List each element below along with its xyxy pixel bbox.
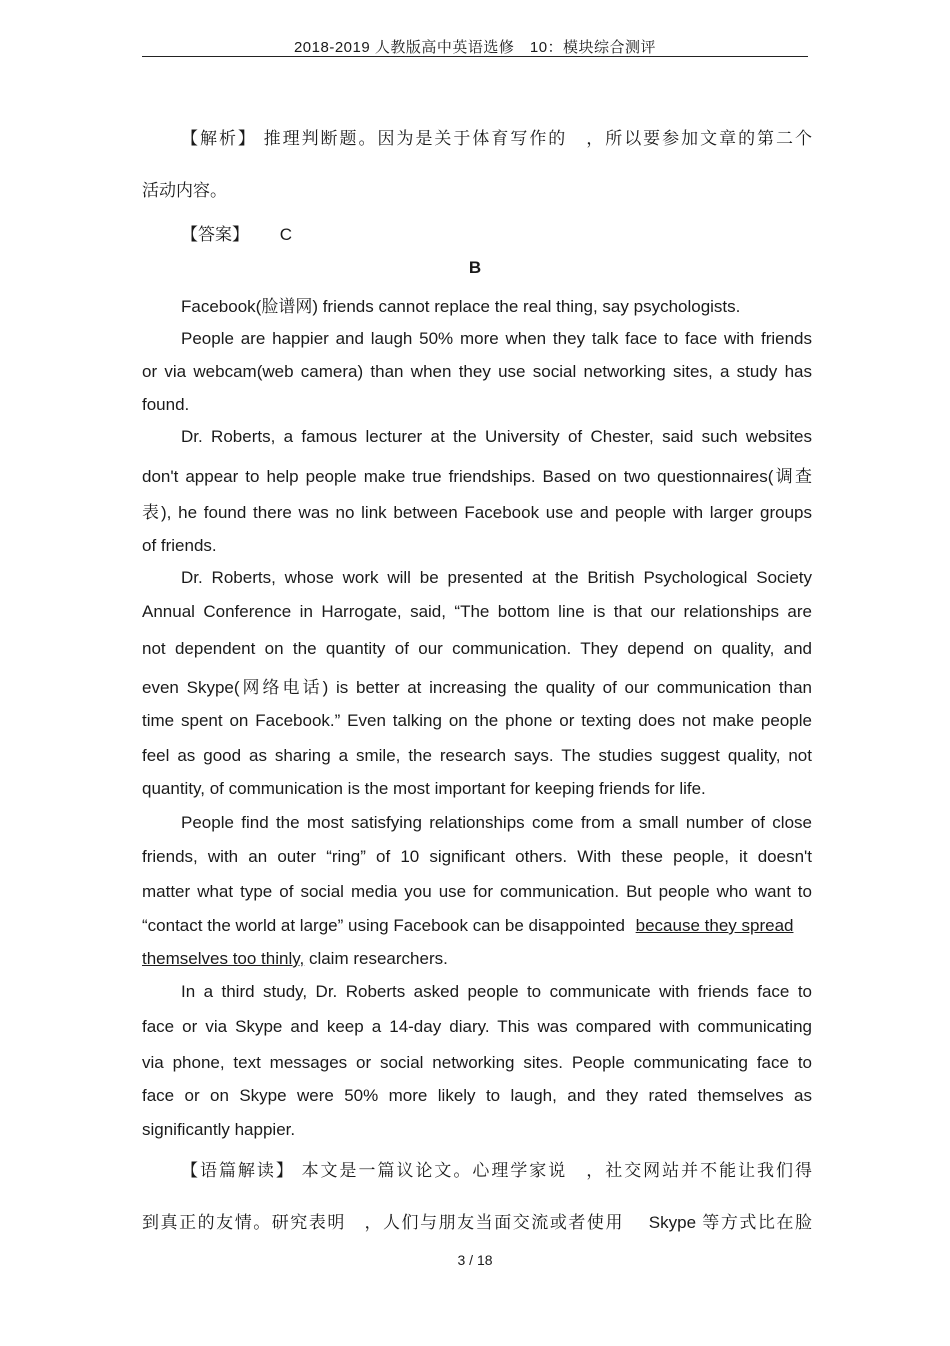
reading-label: 【语篇解读】 xyxy=(181,1161,295,1180)
reading-line-2: 到真正的友情。研究表明 ，人们与朋友当面交流或者使用 Skype 等方式比在脸 xyxy=(142,1213,812,1232)
passage-line: significantly happier. xyxy=(142,1120,296,1139)
passage-line: Dr. Roberts, whose work will be presented at the British Psychological Society xyxy=(181,568,812,587)
reading-line-1 xyxy=(181,1156,812,1181)
passage-line: 表), he found there was no link between Facebook use and people with larger groups xyxy=(142,503,812,522)
passage-line: face or on Skype were 50% more likely to laugh, and they rated themselves as xyxy=(142,1086,812,1105)
passage-line: don't appear to help people make true friendships. Based on two questionnaires(调查 xyxy=(142,467,812,486)
passage-line: Annual Conference in Harrogate, said, “The bottom line is that our relationships are xyxy=(142,602,812,621)
passage-line: In a third study, Dr. Roberts asked people to communicate with friends face to xyxy=(181,982,812,1001)
passage-text: claim researchers. xyxy=(308,949,448,968)
passage-line: even Skype(网络电话) is better at increasing the quality of our communication than xyxy=(142,678,812,697)
passage-line: Dr. Roberts, a famous lecturer at the University of Chester, said such websites xyxy=(181,427,812,446)
page-number: 3 / 18 xyxy=(457,1252,493,1268)
passage-line: People are happier and laugh 50% more when they talk face to face with friends xyxy=(181,329,812,348)
analysis-line-2: 活动内容。 xyxy=(142,181,227,200)
passage-line: via phone, text messages or social networking sites. People communicating face to xyxy=(142,1053,812,1072)
analysis-line-1 xyxy=(181,124,812,149)
passage-line: feel as good as sharing a smile, the research says. The studies suggest quality, not xyxy=(142,746,812,765)
passage-line: quantity, of communication is the most important for keeping friends for life. xyxy=(142,779,706,798)
page-header: 2018-2019 人教版高中英语选修 10：模块综合测评 xyxy=(293,39,657,56)
passage-text: “contact the world at large” using Facebook can be disappointed xyxy=(142,916,625,935)
reading-text-1: 本文是一篇议论文。心理学家说 ，社交网站并不能让我们得 xyxy=(301,1161,812,1180)
passage-line: face or via Skype and keep a 14-day diary. This was compared with communicating xyxy=(142,1017,812,1036)
passage-line: Facebook(脸谱网) friends cannot replace the real thing, say psychologists. xyxy=(181,297,741,316)
header-divider xyxy=(142,56,808,57)
passage-line xyxy=(142,916,793,936)
passage-line: matter what type of social media you use for communication. But people who want to xyxy=(142,882,812,901)
passage-line: or via webcam(web camera) than when they use social networking sites, a study has xyxy=(142,362,812,381)
underlined-phrase: themselves too thinly, xyxy=(142,949,305,968)
analysis-text-1: 推理判断题。因为是关于体育写作的 ，所以要参加文章的第二个 xyxy=(263,129,813,148)
analysis-label: 【解析】 xyxy=(181,129,257,148)
answer-line xyxy=(181,220,292,245)
section-title: B xyxy=(468,258,482,277)
passage-line: friends, with an outer “ring” of 10 significant others. With these people, it doesn't xyxy=(142,847,812,866)
passage-line xyxy=(142,949,448,969)
answer-label: 【答案】 xyxy=(181,225,249,244)
passage-line: of friends. xyxy=(142,536,217,555)
passage-line: People find the most satisfying relationships come from a small number of close xyxy=(181,813,812,832)
passage-line: not dependent on the quantity of our communication. They depend on quality, and xyxy=(142,639,812,658)
underlined-phrase: because they spread xyxy=(635,916,794,935)
passage-line: found. xyxy=(142,395,190,414)
answer-value: C xyxy=(279,225,293,244)
passage-line: time spent on Facebook.” Even talking on the phone or texting does not make people xyxy=(142,711,812,730)
